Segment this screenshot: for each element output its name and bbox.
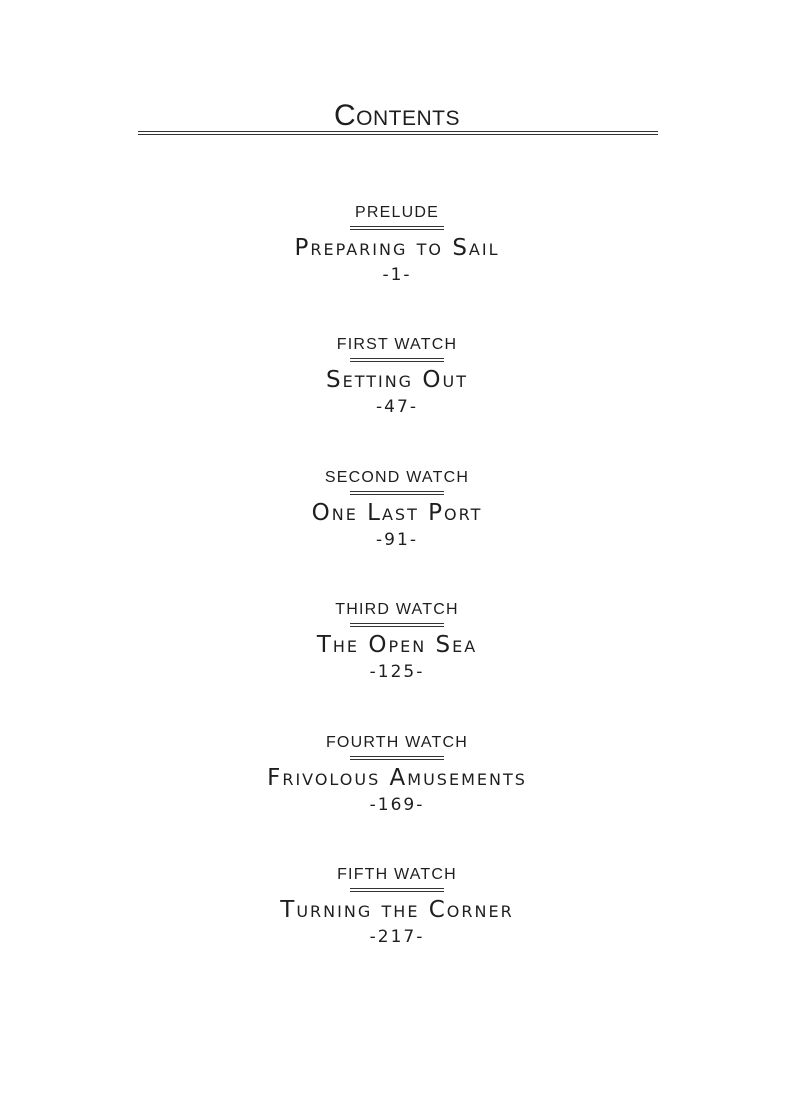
entry-page-number: -217-	[369, 927, 425, 947]
entry-page-number: -169-	[369, 795, 425, 815]
entry-label: FOURTH WATCH	[325, 734, 469, 751]
entry-title[interactable]: One Last Port	[311, 500, 483, 526]
entry-title[interactable]: Setting Out	[326, 367, 468, 393]
entry-title[interactable]: Turning the Corner	[280, 897, 514, 923]
entry-page-number: -1-	[382, 265, 412, 285]
toc-entry-third-watch	[0, 601, 794, 691]
entry-title[interactable]: The Open Sea	[316, 632, 478, 658]
title-double-rule	[138, 131, 658, 135]
label-double-rule	[350, 358, 444, 362]
entry-title[interactable]: Preparing to Sail	[294, 235, 500, 261]
entry-title[interactable]: Frivolous Amusements	[267, 765, 527, 791]
entry-label: THIRD WATCH	[335, 601, 459, 618]
entry-label: PRELUDE	[355, 204, 439, 221]
entry-label: FIRST WATCH	[336, 336, 458, 353]
toc-entry-second-watch	[0, 469, 794, 559]
toc-entry-first-watch	[0, 336, 794, 426]
entry-page-number: -91-	[376, 530, 418, 550]
label-double-rule	[350, 491, 444, 495]
label-double-rule	[350, 226, 444, 230]
toc-entry-fourth-watch	[0, 734, 794, 824]
entry-page-number: -125-	[369, 662, 425, 682]
toc-entry-fifth-watch	[0, 866, 794, 956]
page-title: Contents	[334, 99, 460, 132]
label-double-rule	[350, 623, 444, 627]
label-double-rule	[350, 888, 444, 892]
label-double-rule	[350, 756, 444, 760]
entry-page-number: -47-	[376, 397, 418, 417]
toc-entry-prelude	[0, 204, 794, 294]
entry-label: FIFTH WATCH	[337, 866, 457, 883]
entry-label: SECOND WATCH	[324, 469, 470, 486]
